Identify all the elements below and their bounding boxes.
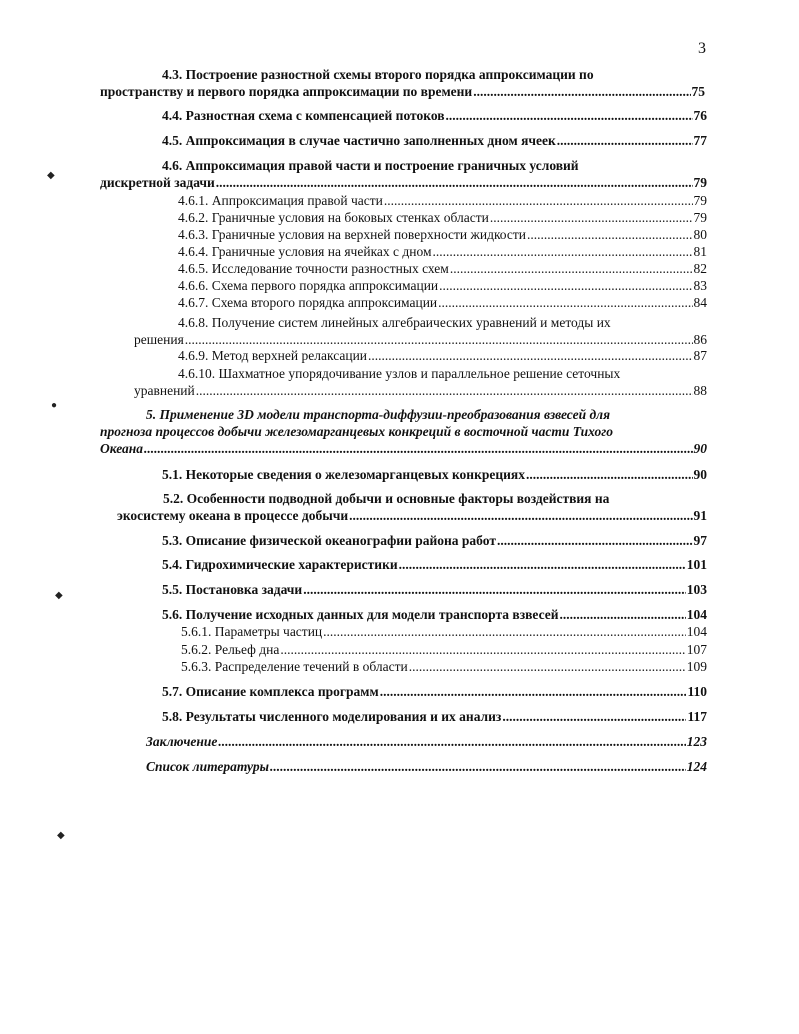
- toc-entry-4-6-1[interactable]: 4.6.1. Аппроксимация правой части ..... 79: [178, 192, 707, 209]
- toc-entry-4-5[interactable]: 4.5. Аппроксимация в случае частично заполненных дном ячеек ..... 77: [162, 132, 707, 149]
- toc-entry-4-6-9[interactable]: 4.6.9. Метод верхней релаксации ..... 87: [178, 347, 707, 364]
- toc-entry-4-3[interactable]: 4.3. Построение разностной схемы второго порядка аппроксимации по пространству и первого порядка аппроксимации по времени ..... 75: [100, 66, 705, 100]
- scan-speck: ●: [51, 400, 58, 411]
- toc-entry-4-6-2[interactable]: 4.6.2. Граничные условия на боковых стенках области ..... 79: [178, 209, 707, 226]
- toc-entry-5-2[interactable]: 5.2. Особенности подводной добычи и основные факторы воздействия на экосистему океана в процессе добычи ..... 91: [117, 490, 707, 524]
- toc-entry-5-8[interactable]: 5.8. Результаты численного моделирования и их анализ ..... 117: [162, 708, 707, 725]
- toc-entry-4-6-8[interactable]: 4.6.8. Получение систем линейных алгебраических уравнений и методы их решения ..... 86: [134, 314, 707, 348]
- toc-entry-4-6-10[interactable]: 4.6.10. Шахматное упорядочивание узлов и параллельное решение сеточных уравнений ..... 88: [134, 365, 707, 399]
- toc-entry-5-6-2[interactable]: 5.6.2. Рельеф дна ..... 107: [181, 641, 707, 658]
- toc-entry-4-6[interactable]: 4.6. Аппроксимация правой части и построение граничных условий дискретной задачи ..... 79: [100, 157, 707, 191]
- toc-entry-5-3[interactable]: 5.3. Описание физической океанографии района работ ..... 97: [162, 532, 707, 549]
- scan-speck: ◆: [55, 590, 63, 601]
- scan-speck: ◆: [57, 830, 65, 841]
- toc-entry-5-6-1[interactable]: 5.6.1. Параметры частиц ..... 104: [181, 623, 707, 640]
- toc-entry-4-6-6[interactable]: 4.6.6. Схема первого порядка аппроксимации ..... 83: [178, 277, 707, 294]
- toc-entry-5-7[interactable]: 5.7. Описание комплекса программ ..... 110: [162, 683, 707, 700]
- toc-entry-conclusion[interactable]: Заключение ..... 123: [146, 733, 707, 750]
- toc-entry-chapter-5[interactable]: 5. Применение 3D модели транспорта-диффузии-преобразования взвесей для прогноза процессов добычи железомарганцевых конкреций в восточной части Тихого Океана ..... 90: [100, 406, 707, 457]
- toc-entry-4-6-7[interactable]: 4.6.7. Схема второго порядка аппроксимации ..... 84: [178, 294, 707, 311]
- toc-entry-5-1[interactable]: 5.1. Некоторые сведения о железомарганцевых конкрециях ..... 90: [162, 466, 707, 483]
- toc-entry-5-6-3[interactable]: 5.6.3. Распределение течений в области ..... 109: [181, 658, 707, 675]
- page-number: 3: [698, 40, 706, 57]
- toc-entry-4-6-5[interactable]: 4.6.5. Исследование точности разностных схем ..... 82: [178, 260, 707, 277]
- toc-entry-5-5[interactable]: 5.5. Постановка задачи ..... 103: [162, 581, 707, 598]
- scan-speck: ◆: [47, 170, 55, 181]
- toc-entry-5-4[interactable]: 5.4. Гидрохимические характеристики ..... 101: [162, 556, 707, 573]
- toc-entry-4-6-4[interactable]: 4.6.4. Граничные условия на ячейках с дном ..... 81: [178, 243, 707, 260]
- toc-entry-5-6[interactable]: 5.6. Получение исходных данных для модели транспорта взвесей ..... 104: [162, 606, 707, 623]
- toc-entry-references[interactable]: Список литературы ..... 124: [146, 758, 707, 775]
- toc-entry-4-4[interactable]: 4.4. Разностная схема с компенсацией потоков ..... 76: [162, 107, 707, 124]
- toc-entry-4-6-3[interactable]: 4.6.3. Граничные условия на верхней поверхности жидкости ..... 80: [178, 226, 707, 243]
